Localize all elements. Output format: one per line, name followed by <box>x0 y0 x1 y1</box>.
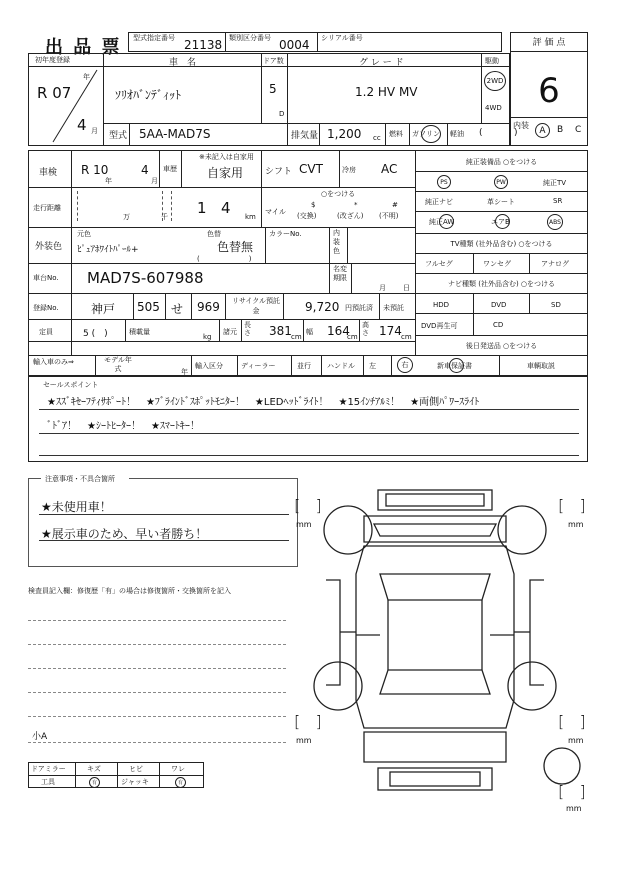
vin-label: 車台No. <box>33 274 59 282</box>
model-designation-value: 21138 <box>184 38 223 52</box>
ac-label: 冷房 <box>342 166 356 174</box>
name-change-day-unit: 日 <box>403 284 410 292</box>
fuel-gasoline-circle <box>421 125 441 143</box>
pw-circled: PW <box>494 175 508 189</box>
model-year-unit: 年 <box>181 368 188 376</box>
notes-box <box>28 475 298 567</box>
capacity-label: 定員 <box>39 328 53 336</box>
leather-seat: 革シート <box>487 198 515 206</box>
shaken-era: R 10 <box>81 163 109 177</box>
capacity-value: 5 ( ) <box>83 329 108 339</box>
notes-label: 注意事項・不具合箇所 <box>45 475 115 483</box>
tv-analog: アナログ <box>541 260 569 268</box>
tamper-label: (改ざん) <box>337 212 364 220</box>
header-codes <box>128 32 502 52</box>
grade-value: 1.2 HV MV <box>355 85 418 99</box>
vin-value: MAD7S-607988 <box>87 269 204 287</box>
fuel-diesel: 軽油 <box>450 130 464 138</box>
genuine-aw-circle <box>439 214 454 229</box>
mm-rear-right: mm <box>568 736 584 745</box>
sales-points-box <box>28 376 588 462</box>
fuel-label: 燃料 <box>389 130 403 138</box>
navi-dvd: DVD <box>491 301 507 309</box>
drive-4wd: 4WD <box>485 104 502 112</box>
vehicle-manual: 車輌取説 <box>527 362 555 370</box>
tv-fullseg: フルセグ <box>425 260 453 268</box>
shaken-month: 4 <box>141 163 149 177</box>
paint-value: 色替無 <box>217 240 254 254</box>
displacement-value: 1,200 <box>327 127 362 141</box>
mm-spare: mm <box>566 804 582 813</box>
recycle-suffix: 円預託済 <box>345 304 373 312</box>
handle-label: ハンドル <box>327 362 355 370</box>
displacement-label: 排気量 <box>291 131 319 141</box>
load-unit: kg <box>203 333 212 341</box>
tv-type-title: TV種類 (社外品含む) ○をつける <box>450 240 553 248</box>
navi-hdd: HDD <box>433 301 450 309</box>
sheet-title: 出 品 票 <box>45 37 122 58</box>
interior-a-circled: A <box>535 123 550 138</box>
handle-left: 左 <box>369 362 376 370</box>
import-label: 輸入車のみ⇒ <box>33 358 74 366</box>
genuine-navi: 純正ナビ <box>425 198 453 206</box>
registration-city: 神戸 <box>91 302 116 316</box>
history-value: 自家用 <box>207 166 244 180</box>
mileage-mark-note: ○をつける <box>321 190 356 198</box>
model-year-label: モデル年式 <box>104 356 132 373</box>
name-change-month-unit: 月 <box>379 284 386 292</box>
bracket-rear-right: [ ] <box>558 712 586 731</box>
shaken-month-unit: 月 <box>151 177 158 185</box>
first-reg-month-unit: 月 <box>91 127 98 135</box>
model-type-label: 型式 <box>109 131 128 141</box>
exchange-symbol: $ <box>311 201 316 209</box>
grade-label: グ レ ー ド <box>359 58 404 68</box>
unknown-symbol: # <box>392 201 398 209</box>
tools-yes-circled: 有 <box>89 777 100 788</box>
width-unit: cm <box>347 333 358 341</box>
first-reg-label: 初年度登録 <box>35 56 70 64</box>
category-label: 類別区分番号 <box>229 34 271 42</box>
shift-label: シフト <box>265 167 293 177</box>
fuel-gasoline: ガソリン <box>412 130 440 138</box>
car-damage-diagram <box>300 480 600 810</box>
vehicle-basic-block: 初年度登録 車 名 ドア数 グ レ ー ド 駆動 R 07 年 4 月 ｿﾘｵﾊﾞﾝﾃﾞｨｯﾄ 5 D 1.2 HV MV 2WD 4WD 型式 5AA-MAD7S 排気量 1,200 cc 燃料 ガソリン 軽油 ( ) <box>28 53 510 146</box>
mileage-digits-left <box>77 191 163 221</box>
handle-right-circled: 右 <box>397 357 413 373</box>
unknown-label: (不明) <box>379 212 399 220</box>
mm-rear-left: mm <box>296 736 312 745</box>
exterior-color-label: 外装色 <box>35 242 63 252</box>
navi-type-title: ナビ種類 (社外品含む) ○をつける <box>447 280 556 288</box>
height-value: 174 <box>379 324 402 338</box>
first-reg-era: R 07 <box>37 84 72 102</box>
mileage-unit: km <box>245 213 256 221</box>
sunroof: SR <box>553 197 563 205</box>
first-reg-month: 4 <box>77 116 87 134</box>
paint-paren: ( ) <box>197 255 252 263</box>
shaken-label: 車検 <box>39 168 58 178</box>
genuine-aw: 純正AW <box>429 218 455 226</box>
registration-kana: せ <box>171 302 184 316</box>
drive-2wd-circled: 2WD <box>484 71 506 91</box>
later-items-title: 後日発送品 ○をつける <box>465 342 538 350</box>
car-name-value: ｿﾘｵﾊﾞﾝﾃﾞｨｯﾄ <box>115 88 182 102</box>
mm-front-right: mm <box>568 520 584 529</box>
mileage-sen-unit: 千 <box>161 213 168 221</box>
inspector-mark: 小A <box>32 732 48 742</box>
airbag: エアB <box>491 218 510 226</box>
ac-value: AC <box>381 162 398 176</box>
drive-label: 駆動 <box>485 57 499 65</box>
bracket-front-left: [ ] <box>294 496 322 515</box>
dvd-playback: DVD再生可 <box>421 322 458 330</box>
registration-label: 登録No. <box>33 304 59 312</box>
exchange-label: (交換) <box>297 212 317 220</box>
load-label: 積載量 <box>129 328 150 336</box>
airbag-circle <box>495 214 510 229</box>
tv-oneseg: ワンセグ <box>483 260 511 268</box>
registration-serial: 969 <box>197 300 220 314</box>
original-color-label: 元色 <box>77 230 91 238</box>
width-value: 164 <box>327 324 350 338</box>
navi-sd: SD <box>551 301 561 309</box>
registration-class: 505 <box>137 300 160 314</box>
model-designation-label: 型式指定番号 <box>133 34 175 42</box>
legend-scratch: キズ <box>87 765 101 773</box>
doors-value: 5 <box>269 82 277 96</box>
recycle-label: リサイクル預託金 <box>231 297 281 315</box>
legend-crack: ヒビ <box>129 765 143 773</box>
model-type-value: 5AA-MAD7S <box>139 127 211 141</box>
length-label: 長さ <box>244 321 251 337</box>
dims-label: 諸元 <box>223 328 237 336</box>
sales-points-line-1: ★ｽｽﾞｷｾｰﾌﾃｨｻﾎﾟｰﾄ！ ★ﾌﾞﾗｲﾝﾄﾞｽﾎﾟｯﾄﾓﾆﾀｰ！ ★LEDﾍｯﾄﾞﾗｲﾄ！ ★15ｲﾝﾁｱﾙﾐ！ ★両側ﾊﾟﾜｰｽﾗｲﾄ <box>47 397 480 408</box>
height-unit: cm <box>401 333 412 341</box>
interior-c: C <box>575 125 582 135</box>
shaken-year-unit: 年 <box>105 177 112 185</box>
mm-front-left: mm <box>296 520 312 529</box>
legend-tools: 工具 <box>41 778 55 786</box>
genuine-equipment-title: 純正装備品 ○をつける <box>465 158 538 166</box>
inspector-label: 検査員記入欄：修復歴「有」の場合は修復箇所・交換箇所を記入 <box>28 587 231 595</box>
sales-points-label: セールスポイント <box>43 381 99 389</box>
jack-yes-circled: 有 <box>175 777 186 788</box>
tamper-symbol: * <box>354 201 358 209</box>
doors-label: ドア数 <box>263 57 284 65</box>
recycle-value: 9,720 <box>305 300 340 314</box>
score-label: 評 価 点 <box>532 38 566 48</box>
legend-jack: ジャッキ <box>121 778 149 786</box>
mile-label: マイル <box>265 208 286 216</box>
width-label: 幅 <box>306 328 313 336</box>
interior-b: B <box>557 125 564 135</box>
bracket-front-right: [ ] <box>558 496 586 515</box>
score-value: 6 <box>538 71 560 111</box>
history-note: ※未記入は自家用 <box>199 153 254 161</box>
shift-value: CVT <box>299 162 323 176</box>
first-reg-year-unit: 年 <box>83 73 90 81</box>
new-car-warranty-circle <box>449 358 464 373</box>
ps-circled: PS <box>437 175 451 189</box>
name-change-label: 名変期限 <box>333 265 347 282</box>
new-car-warranty: 新車保証書 <box>437 362 472 370</box>
sales-points-line-2: ﾞﾄﾞｱ！ ★ｼｰﾄﾋｰﾀｰ！ ★ｽﾏｰﾄｷｰ！ <box>47 421 200 432</box>
navi-cd: CD <box>493 321 504 329</box>
notes-line-1: ★未使用車！ <box>41 500 112 514</box>
legend-door-mirror: ドアミラー <box>31 765 66 773</box>
car-name-label: 車 名 <box>169 58 197 68</box>
mileage-digit-2: 4 <box>221 199 231 217</box>
vehicle-detail-block <box>28 150 588 376</box>
bracket-rear-left: [ ] <box>294 712 322 731</box>
height-label: 高さ <box>362 321 369 337</box>
category-value: 0004 <box>279 38 310 52</box>
notes-line-2: ★展示車のため、早い者勝ち！ <box>41 527 208 541</box>
paint-label: 色替 <box>207 230 221 238</box>
mileage-digit-1: 1 <box>197 199 207 217</box>
length-unit: cm <box>291 333 302 341</box>
mileage-man-unit: 万 <box>123 213 130 221</box>
dealer-option: ディーラー <box>241 362 276 370</box>
displacement-unit: cc <box>373 134 381 142</box>
mileage-label: 走行距離 <box>33 204 61 212</box>
interior-color-label: 内装色 <box>333 229 340 255</box>
legend-break: ワレ <box>171 765 185 773</box>
original-color-value: ﾋﾟｭｱﾎﾜｲﾄﾊﾟｰﾙ+ <box>77 245 139 255</box>
serial-label: シリアル番号 <box>321 34 363 42</box>
color-no-label: カラーNo. <box>269 230 302 238</box>
legend-box <box>28 762 204 788</box>
history-label: 車歴 <box>163 165 177 173</box>
genuine-tv: 純正TV <box>543 179 567 187</box>
abs-circled: ABS <box>547 214 563 230</box>
score-box <box>510 32 588 146</box>
import-class-label: 輸入区分 <box>195 362 223 370</box>
length-value: 381 <box>269 324 292 338</box>
interior-label: 内装 <box>513 121 529 130</box>
recycle-unpaid: 未預託 <box>383 304 404 312</box>
doors-sub: D <box>279 110 285 118</box>
bracket-spare: [ ] <box>558 782 586 801</box>
parallel-option: 並行 <box>297 362 311 370</box>
